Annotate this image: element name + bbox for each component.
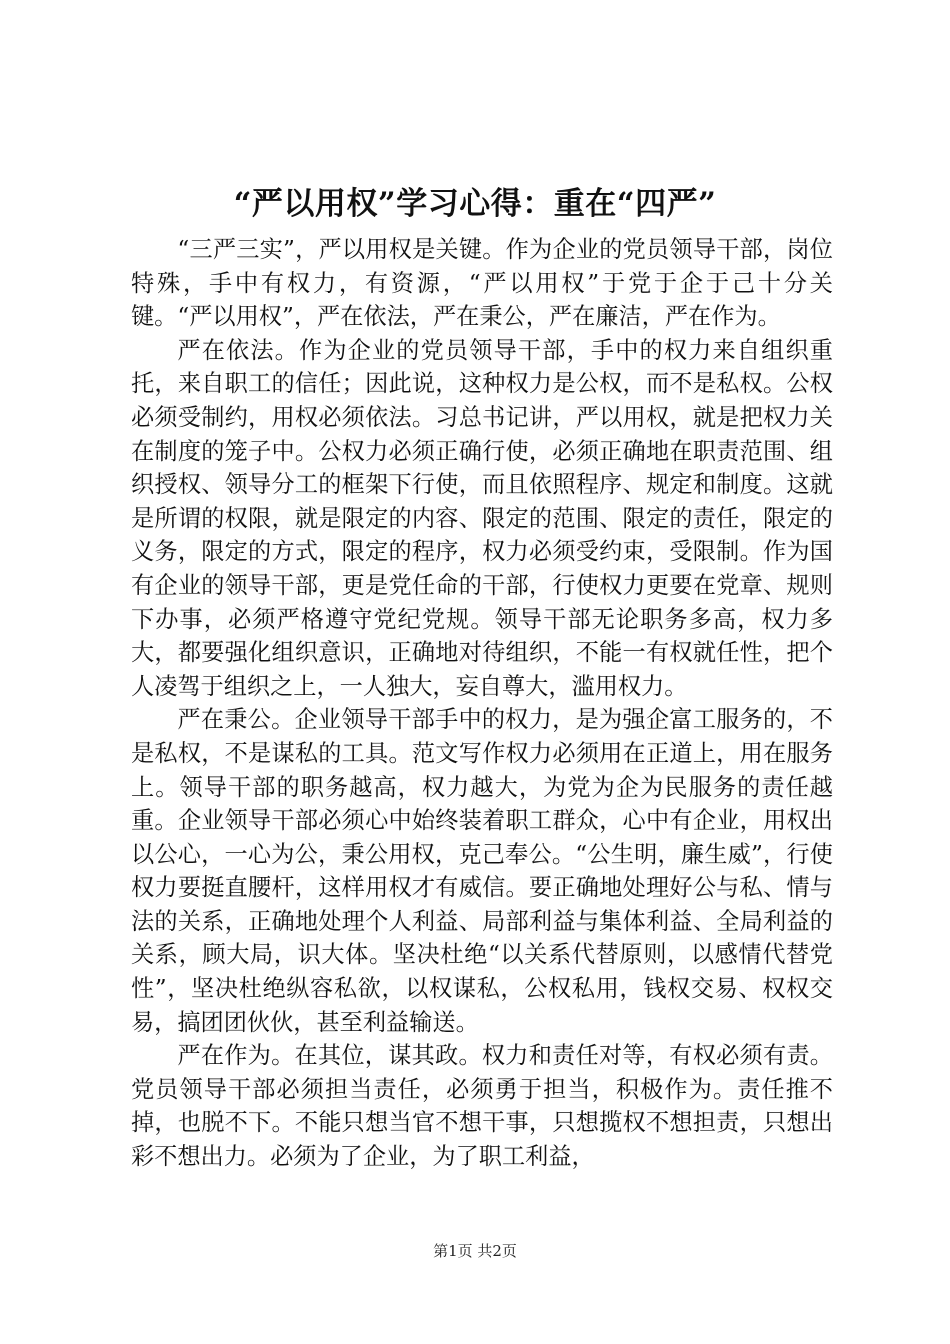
paragraph-law: 严在依法。作为企业的党员领导干部，手中的权力来自组织重托，来自职工的信任；因此说，这种权力是公权，而不是私权。公权必须受制约，用权必须依法。习总书记讲，严以用权，就是把权力关在制度的笼子中。公权力必须正确行使，必须正确地在职责范围、组织授权、领导分工的框架下行使，而且依照程序、规定和制度。这就是所谓的权限，就是限定的内容、限定的范围、限定的责任，限定的义务，限定的方式，限定的程序，权力必须受约束，受限制。作为国有企业的领导干部，更是党任命的干部，行使权力更要在党章、规则下办事，必须严格遵守党纪党规。领导干部无论职务多高，权力多大，都要强化组织意识，正确地对待组织，不能一有权就任性，把个人凌驾于组织之上，一人独大，妄自尊大，滥用权力。 [131,336,833,700]
document-title: “严以用权”学习心得：重在“四严” [233,186,717,222]
document-body [131,233,833,1174]
page-number: 第1页 共2页 [433,1242,517,1260]
paragraph-action: 严在作为。在其位，谋其政。权力和责任对等，有权必须有责。党员领导干部必须担当责任，必须勇于担当，积极作为。责任推不掉，也脱不下。不能只想当官不想干事，只想揽权不想担责，只想出彩不想出力。必须为了企业，为了职工利益， [131,1042,833,1171]
paragraph-impartial: 严在秉公。企业领导干部手中的权力，是为强企富工服务的，不是私权，不是谋私的工具。范文写作权力必须用在正道上，用在服务上。领导干部的职务越高，权力越大，为党为企为民服务的责任越重。企业领导干部必须心中始终装着职工群众，心中有企业，用权出以公心，一心为公，秉公用权，克己奉公。“公生明，廉生威”，行使权力要挺直腰杆，这样用权才有威信。要正确地处理好公与私、情与法的关系，正确地处理个人利益、局部利益与集体利益、全局利益的关系，顾大局，识大体。坚决杜绝“以关系代替原则，以感情代替党性”，坚决杜绝纵容私欲，以权谋私，公权私用，钱权交易、权权交易，搞团团伙伙，甚至利益输送。 [131,706,833,1036]
paragraph-intro: “三严三实”，严以用权是关键。作为企业的党员领导干部，岗位特殊，手中有权力，有资源，“严以用权”于党于企于己十分关键。“严以用权”，严在依法，严在秉公，严在廉洁，严在作为。 [131,236,833,331]
